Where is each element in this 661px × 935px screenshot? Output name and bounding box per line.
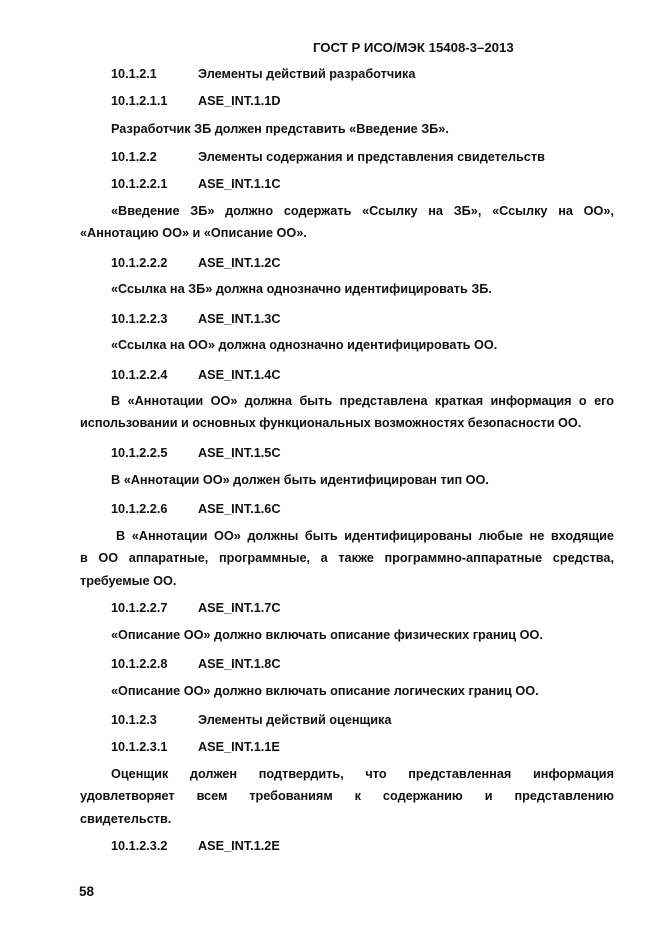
paragraph-line: В «Аннотации ОО» должна быть представлена краткая информация о его xyxy=(111,394,614,408)
paragraph: «Описание ОО» должно включать описание логических границ ОО. xyxy=(111,684,539,698)
section-title: Элементы содержания и представления свидетельств xyxy=(198,150,545,164)
element-number: 10.1.2.2.2 xyxy=(111,256,168,270)
element-code: ASE_INT.1.8C xyxy=(198,657,281,671)
paragraph-line: «Введение ЗБ» должно содержать «Ссылку на ЗБ», «Ссылку на ОО», xyxy=(111,204,614,218)
element-code: ASE_INT.1.1C xyxy=(198,177,281,191)
paragraph-line: свидетельств. xyxy=(80,812,172,826)
element-number: 10.1.2.2.1 xyxy=(111,177,168,191)
element-number: 10.1.2.2.4 xyxy=(111,368,168,382)
element-number: 10.1.2.2.7 xyxy=(111,601,168,615)
element-code: ASE_INT.1.4C xyxy=(198,368,281,382)
paragraph-line: удовлетворяет всем требованиям к содержанию и представлению xyxy=(80,789,614,803)
section-number: 10.1.2.1 xyxy=(111,67,157,81)
element-number: 10.1.2.2.6 xyxy=(111,502,168,516)
element-code: ASE_INT.1.1D xyxy=(198,94,281,108)
paragraph: Разработчик ЗБ должен представить «Введение ЗБ». xyxy=(111,122,449,136)
element-code: ASE_INT.1.2C xyxy=(198,256,281,270)
paragraph-line: требуемые ОО. xyxy=(80,574,177,588)
element-number: 10.1.2.3.1 xyxy=(111,740,168,754)
element-number: 10.1.2.2.3 xyxy=(111,312,168,326)
page-header: ГОСТ Р ИСО/МЭК 15408-3–2013 xyxy=(313,40,514,55)
element-code: ASE_INT.1.3C xyxy=(198,312,281,326)
element-code: ASE_INT.1.2E xyxy=(198,839,280,853)
element-code: ASE_INT.1.5C xyxy=(198,446,281,460)
element-number: 10.1.2.2.8 xyxy=(111,657,168,671)
element-number: 10.1.2.3.2 xyxy=(111,839,168,853)
element-code: ASE_INT.1.6C xyxy=(198,502,281,516)
section-number: 10.1.2.2 xyxy=(111,150,157,164)
paragraph: В «Аннотации ОО» должен быть идентифицирован тип ОО. xyxy=(111,473,489,487)
element-code: ASE_INT.1.1E xyxy=(198,740,280,754)
paragraph: «Описание ОО» должно включать описание физических границ ОО. xyxy=(111,628,543,642)
section-number: 10.1.2.3 xyxy=(111,713,157,727)
section-title: Элементы действий оценщика xyxy=(198,713,392,727)
paragraph-line: Оценщик должен подтвердить, что представленная информация xyxy=(111,767,614,781)
paragraph-line: «Аннотацию ОО» и «Описание ОО». xyxy=(80,226,307,240)
page-number: 58 xyxy=(79,884,95,899)
section-title: Элементы действий разработчика xyxy=(198,67,416,81)
paragraph-line: в ОО аппаратные, программные, а также программно-аппаратные средства, xyxy=(80,551,614,565)
element-number: 10.1.2.2.5 xyxy=(111,446,168,460)
element-code: ASE_INT.1.7C xyxy=(198,601,281,615)
paragraph: «Ссылка на ОО» должна однозначно идентифицировать ОО. xyxy=(111,338,498,352)
paragraph: «Ссылка на ЗБ» должна однозначно идентифицировать ЗБ. xyxy=(111,282,492,296)
element-number: 10.1.2.1.1 xyxy=(111,94,168,108)
paragraph-line: В «Аннотации ОО» должны быть идентифицированы любые не входящие xyxy=(116,529,614,543)
paragraph-line: использовании и основных функциональных возможностях безопасности ОО. xyxy=(80,416,582,430)
